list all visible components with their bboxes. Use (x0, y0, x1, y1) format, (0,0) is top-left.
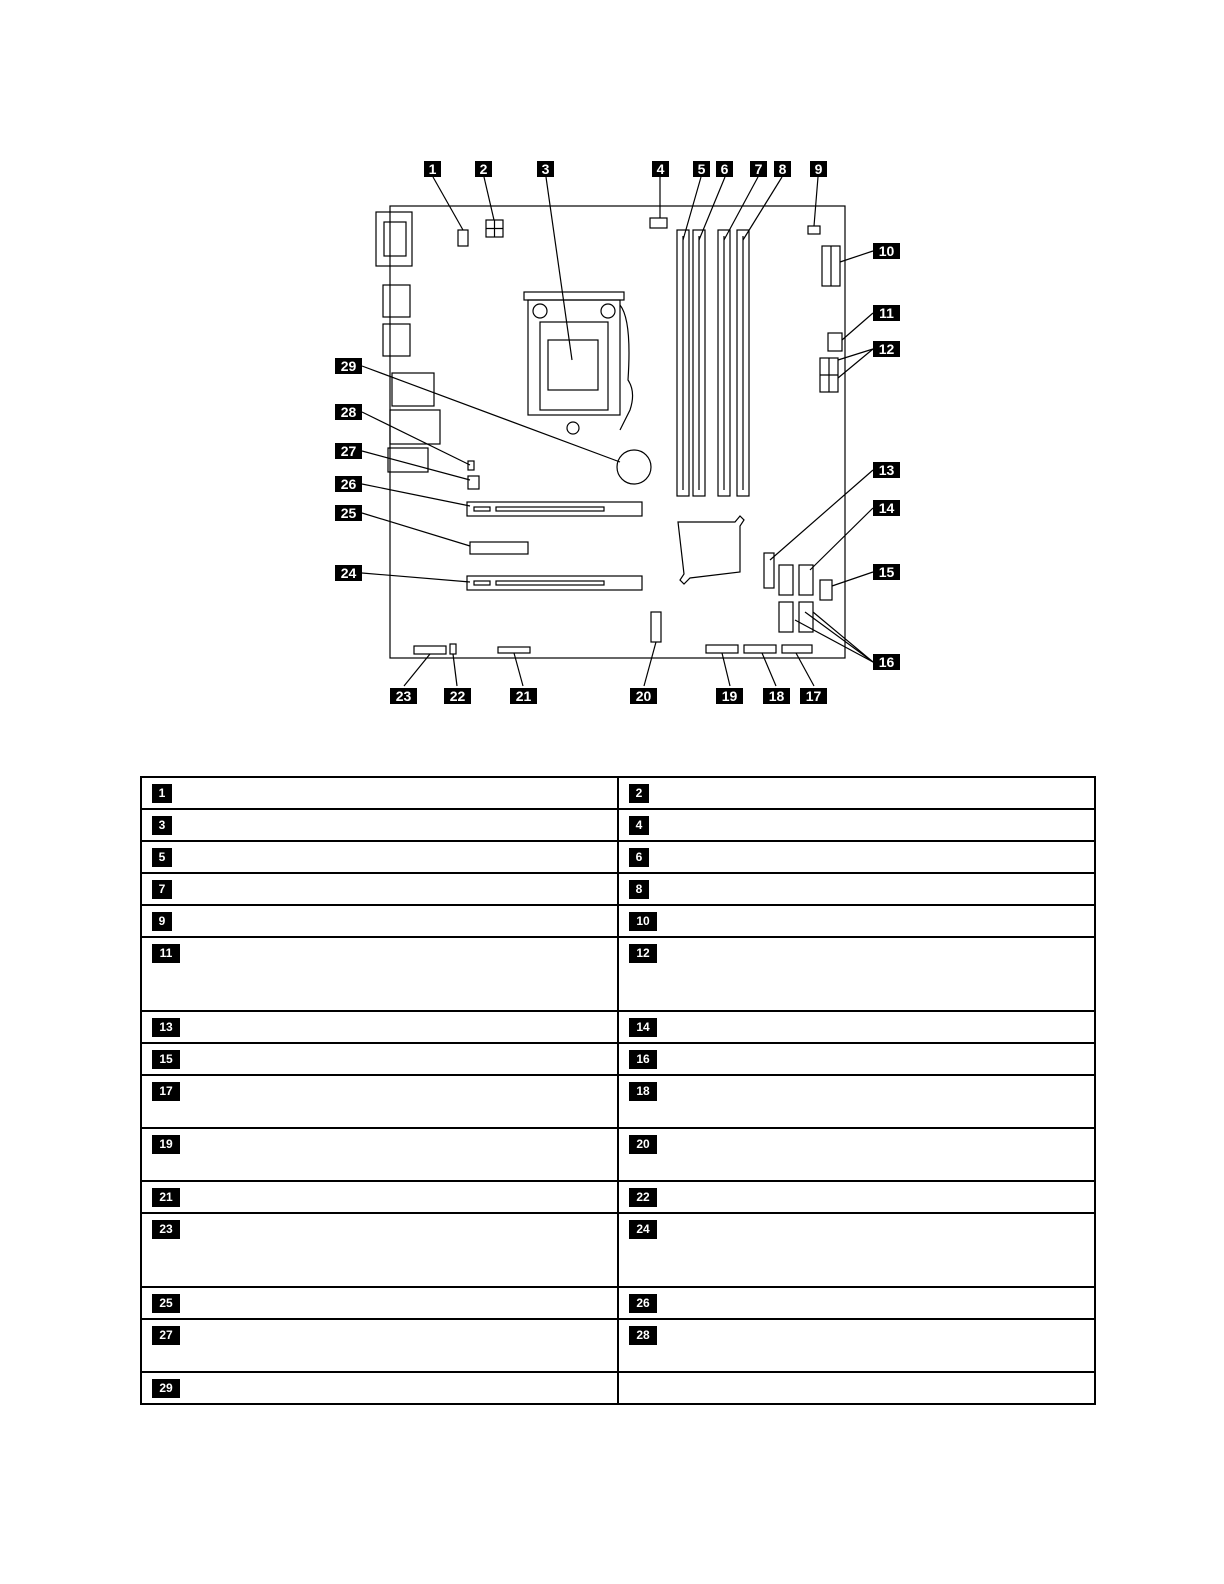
legend-badge: 5 (152, 848, 172, 867)
callout-11 (873, 305, 900, 321)
callout-19 (716, 688, 743, 704)
legend-badge: 27 (152, 1326, 180, 1345)
legend-badge: 8 (629, 880, 649, 899)
callout-21 (510, 688, 537, 704)
legend-row (141, 809, 1095, 841)
legend-table (140, 776, 1096, 1405)
ethernet-port (390, 410, 440, 444)
callout-3 (537, 161, 554, 177)
legend-badge: 18 (629, 1082, 657, 1101)
svg-text:26: 26 (340, 476, 357, 492)
legend-row (141, 937, 1095, 1011)
legend-badge: 4 (629, 816, 649, 835)
callout-5 (693, 161, 710, 177)
callout-13 (873, 462, 900, 478)
legend-badge: 24 (629, 1220, 657, 1239)
callout-22 (444, 688, 471, 704)
svg-text:3: 3 (541, 161, 550, 177)
legend-row (141, 1287, 1095, 1319)
svg-text:8: 8 (778, 161, 787, 177)
svg-text:28: 28 (340, 404, 357, 420)
legend-badge: 7 (152, 880, 172, 899)
legend-badge: 6 (629, 848, 649, 867)
svg-text:18: 18 (768, 688, 785, 704)
legend-row (141, 1319, 1095, 1372)
header-27 (468, 476, 479, 489)
callout-25 (335, 505, 362, 521)
header-19 (706, 645, 738, 653)
svg-text:27: 27 (340, 443, 357, 459)
legend-badge: 17 (152, 1082, 180, 1101)
svg-text:10: 10 (878, 243, 895, 259)
callout-14 (873, 500, 900, 516)
legend-badge: 3 (152, 816, 172, 835)
legend-badge: 12 (629, 944, 657, 963)
legend-badge: 16 (629, 1050, 657, 1069)
legend-row (141, 1128, 1095, 1181)
svg-text:20: 20 (635, 688, 652, 704)
connector-20 (651, 612, 661, 642)
pcie-x1-slot-25 (470, 542, 528, 554)
header-23 (414, 646, 446, 654)
header-1 (458, 230, 468, 246)
svg-text:22: 22 (449, 688, 466, 704)
callout-1 (424, 161, 441, 177)
usb-port-top (383, 285, 410, 317)
callout-9 (810, 161, 827, 177)
header-21 (498, 647, 530, 653)
legend-badge: 15 (152, 1050, 180, 1069)
svg-text:5: 5 (697, 161, 706, 177)
svg-text:9: 9 (814, 161, 823, 177)
callout-29 (335, 358, 362, 374)
legend-badge: 28 (629, 1326, 657, 1345)
svg-text:11: 11 (879, 305, 894, 321)
fan-connector-4 (650, 218, 667, 228)
sata-16b (779, 602, 793, 632)
serial-port (376, 212, 412, 266)
legend-badge: 23 (152, 1220, 180, 1239)
legend-badge: 20 (629, 1135, 657, 1154)
legend-row (141, 1213, 1095, 1287)
callout-24 (335, 565, 362, 581)
callout-10 (873, 243, 900, 259)
callout-18 (763, 688, 790, 704)
svg-text:25: 25 (340, 505, 357, 521)
callout-26 (335, 476, 362, 492)
battery (617, 450, 651, 484)
connector-15 (820, 580, 832, 600)
svg-text:4: 4 (656, 161, 665, 177)
connector-11 (828, 333, 842, 351)
legend-row (141, 1372, 1095, 1404)
callout-17 (800, 688, 827, 704)
legend-row (141, 1181, 1095, 1213)
legend-row (141, 1043, 1095, 1075)
callout-28 (335, 404, 362, 420)
usb-stack (392, 373, 434, 406)
usb-port-bottom (383, 324, 410, 356)
legend-badge: 2 (629, 784, 649, 803)
callout-15 (873, 564, 900, 580)
legend-badge: 1 (152, 784, 172, 803)
header-17 (782, 645, 812, 653)
motherboard-diagram (0, 0, 1224, 760)
chipset-heatsink (678, 516, 744, 584)
svg-text:24: 24 (340, 565, 357, 581)
callout-4 (652, 161, 669, 177)
legend-row (141, 841, 1095, 873)
svg-text:19: 19 (721, 688, 738, 704)
legend-badge: 11 (152, 944, 180, 963)
legend-badge: 26 (629, 1294, 657, 1313)
svg-text:16: 16 (878, 654, 895, 670)
svg-text:23: 23 (395, 688, 412, 704)
callout-7 (750, 161, 767, 177)
fan-connector-9 (808, 226, 820, 234)
legend-row (141, 777, 1095, 809)
header-18 (744, 645, 776, 653)
svg-text:2: 2 (479, 161, 488, 177)
callout-12 (873, 341, 900, 357)
svg-text:14: 14 (878, 500, 895, 516)
callout-27 (335, 443, 362, 459)
legend-badge: 25 (152, 1294, 180, 1313)
legend-badge: 21 (152, 1188, 180, 1207)
callout-23 (390, 688, 417, 704)
callout-20 (630, 688, 657, 704)
header-22 (450, 644, 456, 654)
svg-text:21: 21 (515, 688, 532, 704)
svg-text:12: 12 (878, 341, 895, 357)
svg-text:6: 6 (720, 161, 729, 177)
svg-text:1: 1 (428, 161, 437, 177)
legend-badge: 19 (152, 1135, 180, 1154)
svg-text:29: 29 (340, 358, 357, 374)
pcie-x16-slot-26 (467, 502, 642, 516)
legend-row (141, 905, 1095, 937)
svg-text:7: 7 (754, 161, 763, 177)
legend-badge: 29 (152, 1379, 180, 1398)
legend-empty-cell (618, 1372, 1095, 1404)
callout-2 (475, 161, 492, 177)
svg-text:15: 15 (878, 564, 895, 580)
legend-badge: 22 (629, 1188, 657, 1207)
legend-badge: 13 (152, 1018, 180, 1037)
svg-text:17: 17 (805, 688, 822, 704)
legend-row (141, 1011, 1095, 1043)
legend-badge: 9 (152, 912, 172, 931)
callout-16 (873, 654, 900, 670)
callout-8 (774, 161, 791, 177)
legend-row (141, 1075, 1095, 1128)
sata-16a (779, 565, 793, 595)
legend-badge: 10 (629, 912, 657, 931)
legend-badge: 14 (629, 1018, 657, 1037)
jumper-28 (468, 461, 474, 470)
pcie-x16-slot-24 (467, 576, 642, 590)
callout-6 (716, 161, 733, 177)
legend-row (141, 873, 1095, 905)
svg-text:13: 13 (878, 462, 895, 478)
